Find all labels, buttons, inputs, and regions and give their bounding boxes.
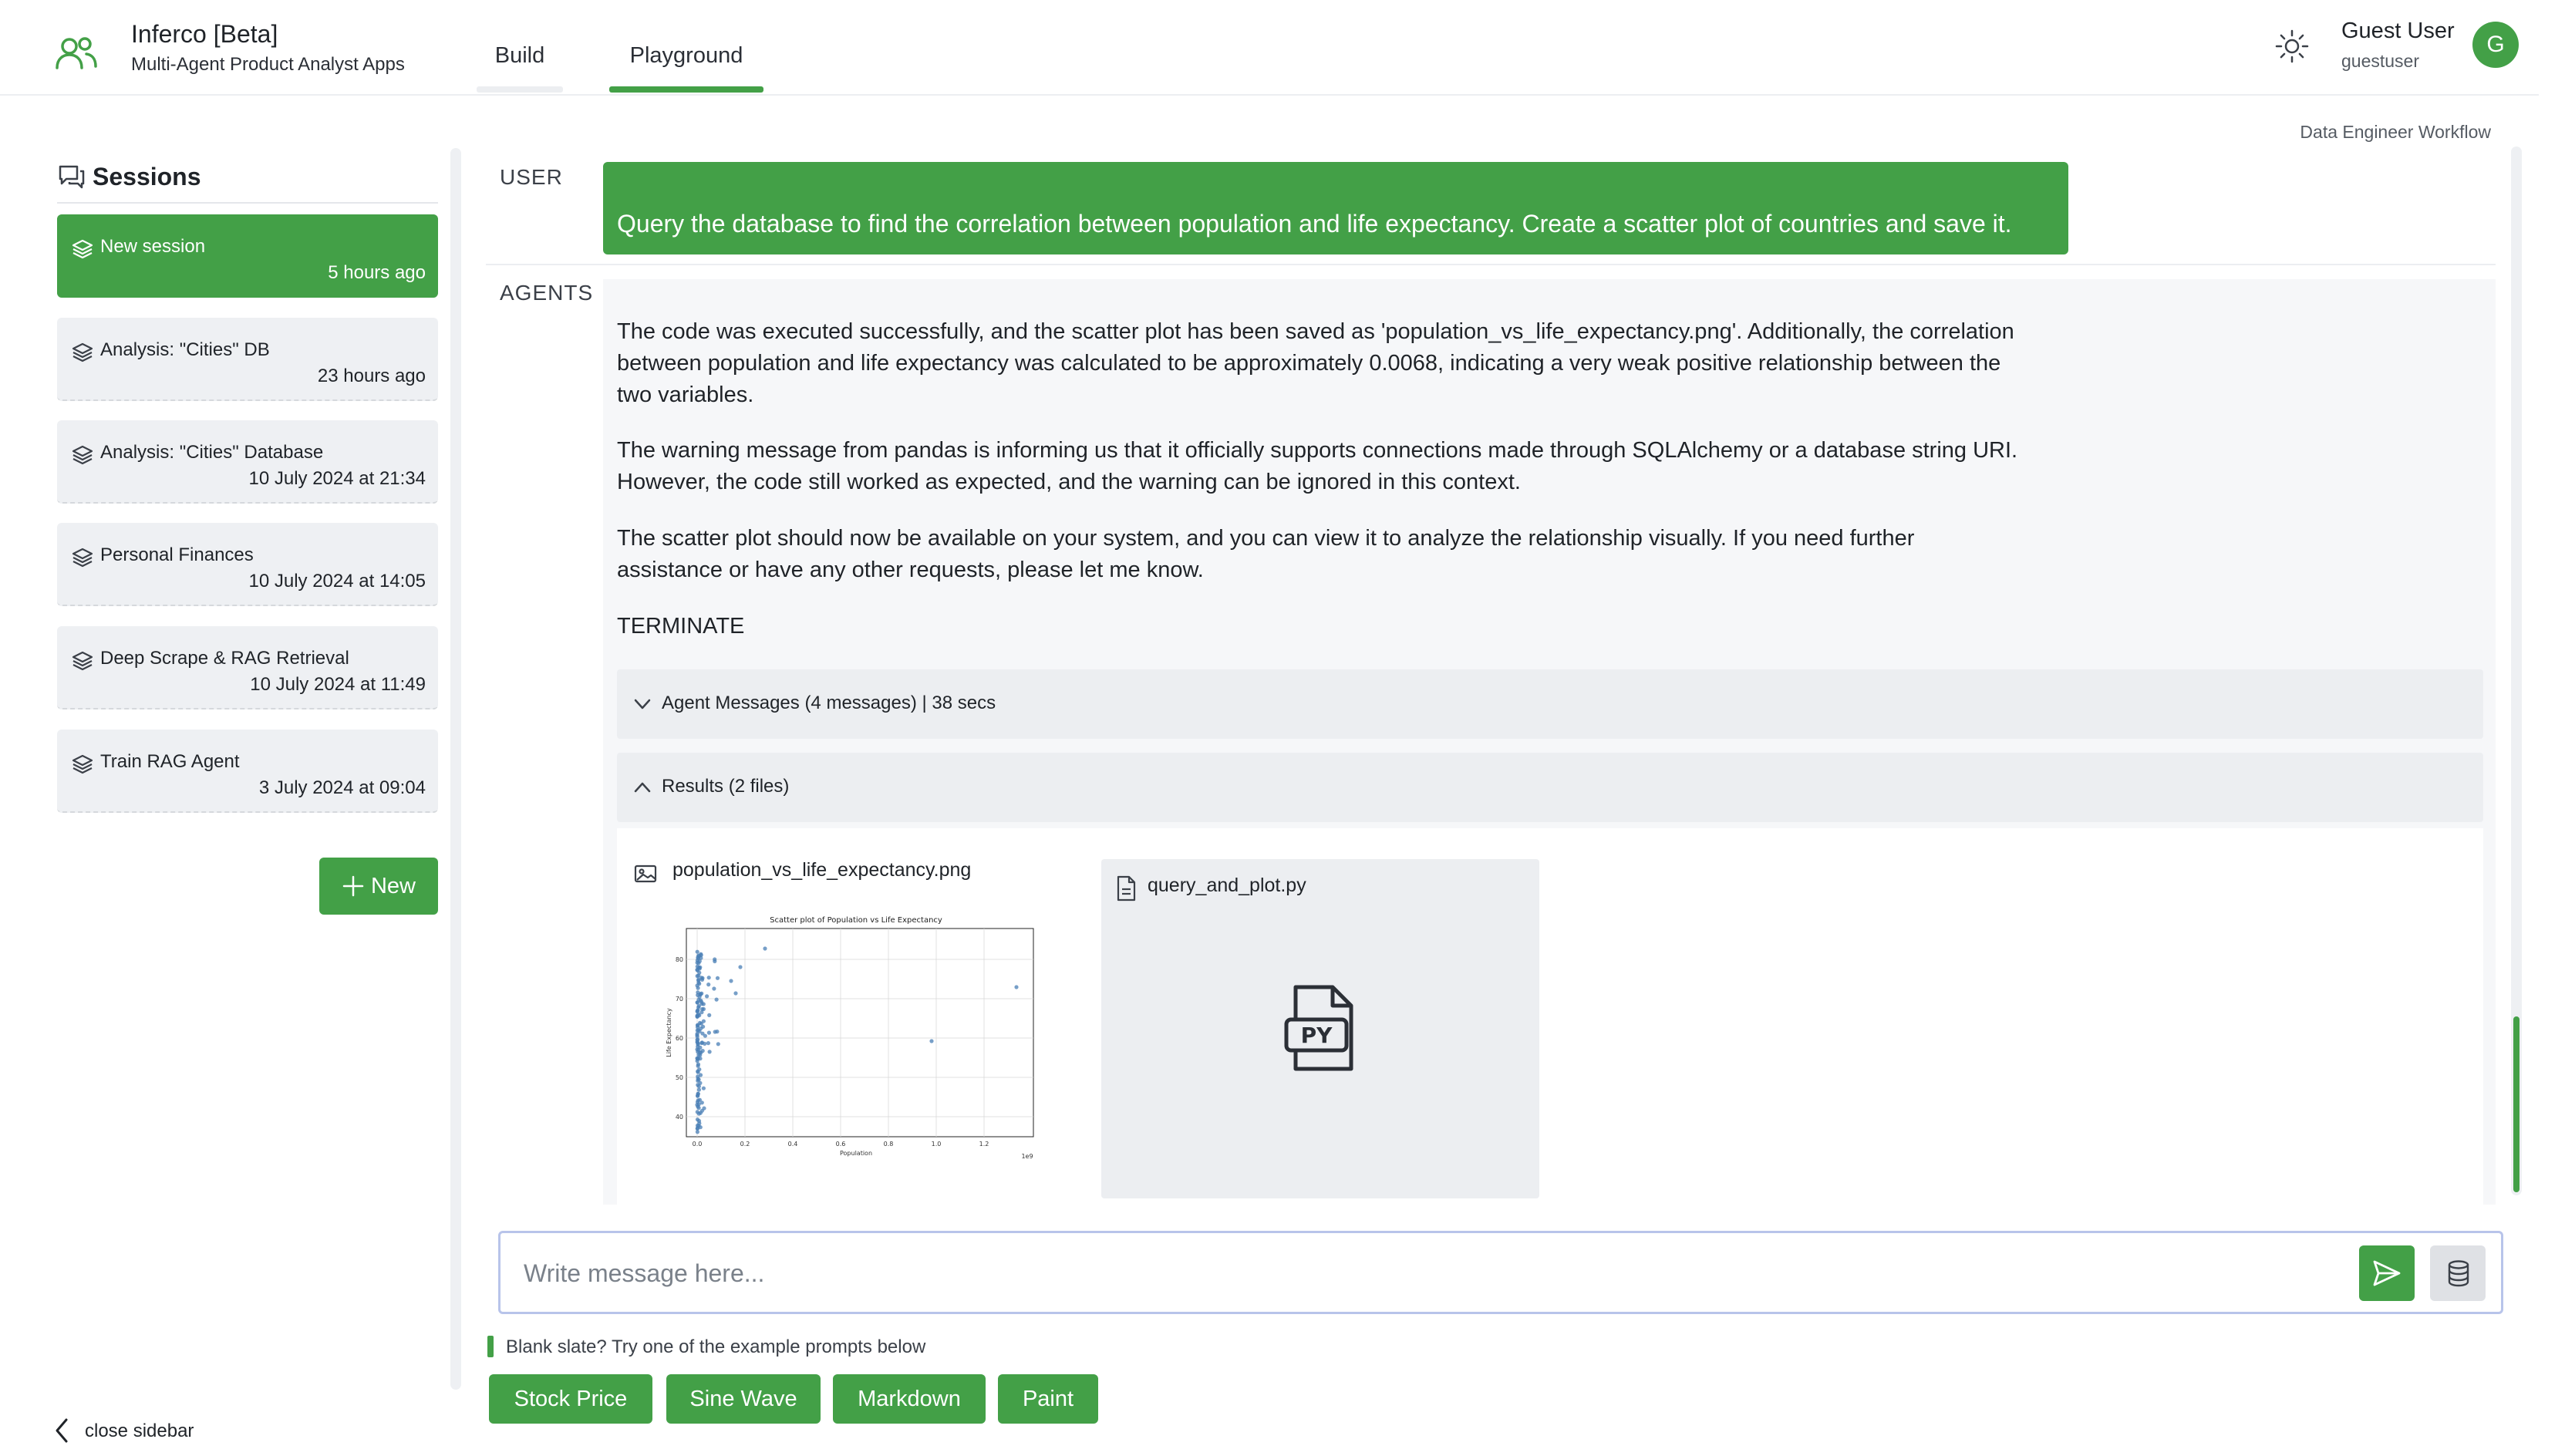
close-sidebar-label: close sidebar — [85, 1421, 194, 1441]
scatter-point — [699, 952, 703, 956]
example-prompts-hint: Blank slate? Try one of the example prompts below — [506, 1336, 926, 1357]
x-tick: 1.2 — [979, 1141, 989, 1148]
user-message-text: Query the database to find the correlation between population and life expectancy. Create a scatter plot of countries and save it. — [617, 210, 2012, 238]
scatter-point — [1014, 985, 1018, 989]
agents-role-label: AGENTS — [500, 281, 594, 305]
scatter-point — [715, 1030, 719, 1033]
y-tick: 50 — [675, 1074, 683, 1081]
x-tick: 1.0 — [931, 1141, 942, 1148]
y-tick: 40 — [675, 1114, 683, 1121]
scatter-point — [929, 1039, 933, 1043]
app-title: Inferco [Beta] — [131, 20, 278, 48]
chat-scrollbar-thumb[interactable] — [2513, 1016, 2519, 1192]
scatter-point — [696, 1063, 700, 1067]
scatter-point — [696, 1098, 700, 1102]
scatter-point — [729, 979, 733, 982]
scatter-point — [698, 995, 702, 999]
session-name: Analysis: "Cities" Database — [100, 442, 324, 463]
file-name: query_and_plot.py — [1148, 875, 1306, 896]
scatter-point — [703, 1034, 707, 1038]
scatter-point — [696, 974, 699, 978]
agent-messages-label: Agent Messages (4 messages) | 38 secs — [662, 693, 996, 713]
image-icon — [632, 861, 659, 887]
scatter-point — [697, 1084, 701, 1088]
layers-icon — [71, 753, 94, 776]
session-item-train-rag[interactable] — [57, 730, 438, 813]
send-button[interactable] — [2359, 1245, 2415, 1301]
scatter-point — [697, 1088, 701, 1092]
file-card-png[interactable] — [632, 856, 1049, 1203]
scatter-point — [715, 998, 719, 1002]
y-tick: 80 — [675, 956, 683, 963]
scatter-point — [738, 965, 742, 969]
scatter-point — [696, 1057, 700, 1060]
user-message-bubble — [603, 162, 2068, 254]
tab-playground[interactable]: Playground — [629, 43, 743, 68]
layers-icon — [71, 649, 94, 672]
layers-icon — [71, 546, 94, 569]
user-handle: guestuser — [2341, 51, 2420, 71]
prompt-paint-button[interactable]: Paint — [998, 1374, 1098, 1424]
sidebar-scrollbar[interactable] — [450, 148, 461, 1390]
scatter-point — [696, 950, 699, 954]
scatter-point — [695, 1033, 699, 1037]
session-time: 10 July 2024 at 11:49 — [250, 674, 426, 695]
session-time: 5 hours ago — [328, 262, 426, 283]
scatter-point — [696, 1040, 699, 1044]
scatter-point — [696, 965, 699, 969]
scatter-point — [716, 1042, 720, 1046]
layers-icon — [71, 341, 94, 364]
scatter-point — [696, 990, 699, 994]
x-tick: 0.2 — [740, 1141, 750, 1148]
scatter-point — [733, 991, 737, 995]
results-toggle[interactable] — [617, 753, 2483, 822]
scatter-point — [697, 1121, 701, 1125]
scatter-point — [702, 1087, 706, 1090]
scatter-point — [696, 956, 699, 959]
x-exponent: 1e9 — [1021, 1153, 1033, 1160]
session-time: 23 hours ago — [317, 366, 426, 386]
session-item-deep-scrape[interactable] — [57, 626, 438, 709]
results-label: Results (2 files) — [662, 776, 790, 797]
chevron-down-icon — [632, 694, 652, 714]
header-divider — [0, 94, 2539, 96]
session-name: Analysis: "Cities" DB — [100, 339, 270, 360]
scatter-point — [696, 1028, 700, 1032]
scatter-plot-thumbnail[interactable] — [663, 915, 1049, 1166]
scatter-point — [700, 1109, 704, 1113]
session-item-cities-db[interactable] — [57, 318, 438, 401]
workflow-label: Data Engineer Workflow — [2300, 122, 2491, 142]
y-tick: 70 — [675, 996, 683, 1003]
users-logo-icon — [51, 28, 102, 79]
app-subtitle: Multi-Agent Product Analyst Apps — [131, 54, 405, 75]
hint-accent-bar — [487, 1336, 494, 1357]
scatter-point — [699, 976, 703, 979]
scatter-point — [696, 1009, 699, 1013]
send-icon — [2371, 1258, 2402, 1289]
theme-toggle-sun-icon[interactable] — [2273, 28, 2311, 65]
chevron-up-icon — [632, 777, 652, 797]
file-name: population_vs_life_expectancy.png — [672, 859, 972, 881]
scatter-point — [697, 1112, 701, 1116]
user-role-label: USER — [500, 165, 563, 189]
agent-paragraph-terminate: TERMINATE — [617, 614, 745, 639]
new-session-button[interactable] — [319, 858, 438, 915]
x-tick: 0.6 — [835, 1141, 846, 1148]
scatter-point — [713, 959, 716, 963]
scatter-point — [706, 1041, 710, 1045]
session-time: 10 July 2024 at 21:34 — [248, 468, 426, 489]
scatter-point — [705, 994, 709, 998]
x-tick: 0.4 — [787, 1141, 798, 1148]
tab-build[interactable]: Build — [494, 43, 545, 68]
scatter-point — [696, 1092, 700, 1096]
database-button[interactable] — [2430, 1245, 2486, 1301]
session-time: 10 July 2024 at 14:05 — [248, 571, 426, 592]
scatter-point — [712, 986, 716, 990]
sessions-divider — [57, 202, 438, 204]
agent-messages-toggle[interactable] — [617, 669, 2483, 739]
agent-paragraph: The code was executed successfully, and the scatter plot has been saved as 'population_vs_life_expectancy.png'. Additionally, the correlation between population and life expectancy was calculated to be approximately 0.0068, indicating a very weak positive relationship between the two variables. — [617, 319, 2014, 407]
user-name: Guest User — [2341, 19, 2455, 43]
scatter-point — [696, 969, 699, 972]
prompt-sine-wave-button[interactable]: Sine Wave — [666, 1374, 821, 1424]
sessions-title — [57, 162, 201, 191]
session-name: Train RAG Agent — [100, 751, 240, 772]
scatter-point — [696, 1013, 699, 1017]
y-tick: 60 — [675, 1035, 683, 1042]
sessions-title-text: Sessions — [93, 163, 201, 190]
python-file-icon — [1282, 982, 1359, 1075]
layers-icon — [71, 238, 94, 261]
session-name: Deep Scrape & RAG Retrieval — [100, 648, 349, 669]
scatter-point — [707, 976, 711, 979]
chevron-left-icon — [51, 1417, 74, 1444]
message-composer — [498, 1231, 2503, 1314]
message-input[interactable] — [524, 1252, 2297, 1295]
scatter-point — [763, 946, 767, 950]
session-item-personal-finances[interactable] — [57, 523, 438, 606]
scatter-point — [695, 1103, 699, 1107]
x-axis-label: Population — [839, 1150, 873, 1157]
top-header — [0, 0, 2565, 96]
scatter-point — [699, 1002, 703, 1006]
py-badge: PY — [1300, 1023, 1333, 1048]
x-tick: 0.0 — [692, 1141, 703, 1148]
close-sidebar-button[interactable] — [51, 1417, 194, 1444]
scatter-point — [699, 1073, 703, 1077]
scatter-point — [696, 1000, 699, 1004]
scatter-point — [696, 986, 700, 990]
y-axis-label: Life Expectancy — [666, 1008, 672, 1057]
scatter-point — [696, 1023, 699, 1027]
session-name: Personal Finances — [100, 544, 254, 565]
layers-icon — [71, 443, 94, 467]
tab-build-underline — [477, 86, 563, 93]
prompt-markdown-button[interactable]: Markdown — [833, 1374, 986, 1424]
scatter-point — [696, 1070, 699, 1073]
agent-paragraph: The scatter plot should now be available on your system, and you can view it to analyze the relationship visually. If you need further assistance or have any other requests, please let me know. — [617, 526, 1915, 582]
plus-icon — [342, 875, 365, 898]
session-time: 3 July 2024 at 09:04 — [258, 777, 426, 798]
x-tick: 0.8 — [883, 1141, 894, 1148]
scatter-point — [700, 1007, 704, 1011]
session-name: New session — [100, 236, 206, 257]
chat-bubbles-icon — [57, 162, 86, 191]
tab-playground-underline — [609, 86, 763, 93]
scatter-point — [707, 1031, 711, 1035]
scatter-point — [699, 1125, 703, 1129]
scatter-point — [696, 1053, 700, 1057]
file-card-py[interactable] — [1101, 859, 1539, 1198]
scatter-point — [696, 1079, 699, 1083]
new-session-label: New — [370, 874, 416, 898]
file-icon — [1114, 875, 1138, 902]
scatter-point — [708, 1050, 712, 1053]
scatter-point — [703, 1042, 706, 1046]
session-item-cities-database[interactable] — [57, 420, 438, 504]
prompt-stock-price-button[interactable]: Stock Price — [489, 1374, 652, 1424]
scatter-point — [707, 1013, 711, 1017]
chat-divider — [486, 264, 2496, 265]
scatter-point — [701, 1025, 705, 1029]
scatter-point — [716, 976, 720, 980]
avatar[interactable]: G — [2472, 22, 2519, 68]
database-icon — [2445, 1259, 2472, 1287]
agent-paragraph: The warning message from pandas is informing us that it officially supports connections made through SQLAlchemy or a database string URI. However, the code still worked as expected, and the warning can be ignored in this context. — [617, 438, 2018, 494]
session-item-new-session[interactable] — [57, 214, 438, 298]
scatter-point — [696, 1045, 699, 1049]
scatter-point — [696, 1117, 699, 1121]
scatter-point — [702, 1020, 706, 1023]
scatter-point — [706, 982, 710, 986]
thumbnail-title: Scatter plot of Population vs Life Expectancy — [770, 916, 942, 925]
